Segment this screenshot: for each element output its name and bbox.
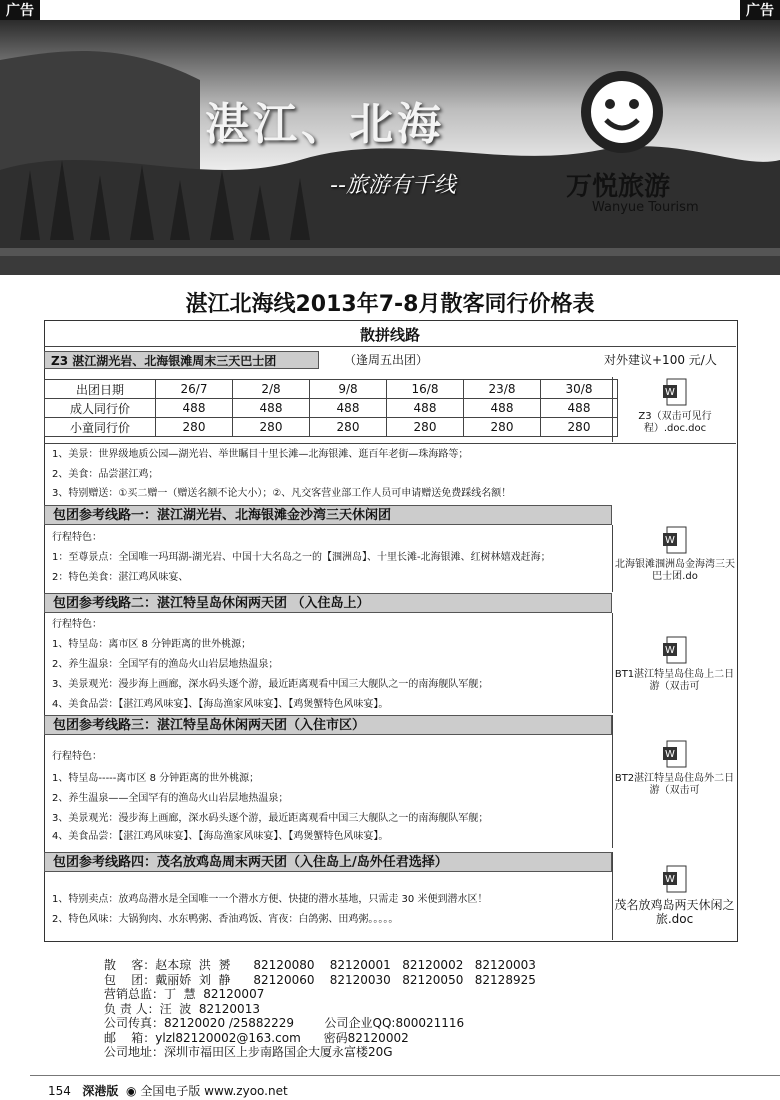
- z3-note: 1、美景：世界级地质公园—湖光岩、举世瞩目十里长滩—北海银滩、逛百年老街—珠海路等；: [52, 449, 469, 460]
- table-cell: 488: [387, 399, 464, 418]
- svg-text:W: W: [665, 387, 675, 398]
- contact-line: 营销总监：丁 慧 82120007: [104, 987, 265, 1001]
- route-2-line: 3、美景观光：漫步海上画廊，深水码头逐个游，最近距离观看中国三大舰队之一的南海舰队军舰；: [52, 679, 489, 690]
- contact-line: 散 客：赵本琼 洪 赟 82120080 82120001 82120002 82120003: [104, 958, 536, 972]
- banner-photo: [0, 20, 780, 275]
- table-cell: 488: [233, 399, 310, 418]
- word-doc-icon: [662, 864, 688, 894]
- table-cell: 488: [541, 399, 618, 418]
- footer: [48, 1082, 288, 1099]
- route-3-line: 4、美食品尝：【湛江鸡风味宴】、【海岛渔家风味宴】、【鸡煲蟹特色风味宴】。: [52, 831, 389, 842]
- route-2-title: 包团参考线路二：湛江特呈岛休闲两天团 （入住岛上）: [44, 593, 612, 613]
- contact-line: 负 责 人：汪 波 82120013: [104, 1001, 260, 1016]
- table-cell: 280: [464, 418, 541, 437]
- table-cell: 280: [387, 418, 464, 437]
- word-doc-icon: [662, 635, 688, 665]
- table-cell: 280: [310, 418, 387, 437]
- z3-suggested-price: 对外建议+100 元/人: [604, 353, 717, 367]
- table-cell: 26/7: [156, 380, 233, 399]
- table-cell: 23/8: [464, 380, 541, 399]
- route-1-line: 2：特色美食：湛江鸡风味宴、: [52, 572, 189, 583]
- email-line: 邮 箱：ylzl82120002@163.com 密码82120002: [104, 1030, 409, 1045]
- table-cell: 488: [464, 399, 541, 418]
- table-cell: 280: [233, 418, 310, 437]
- route-2-line: 1、特呈岛：离市区 8 分钟距离的世外桃源；: [52, 639, 252, 650]
- route-3-doc-label: BT2湛江特呈岛住岛外二日游（双击可: [614, 773, 735, 796]
- table-cell: 488: [310, 399, 387, 418]
- table-cell: 30/8: [541, 380, 618, 399]
- contact-line: 公司传真：82120020 /25882229 公司企业QQ:800021116: [104, 1016, 465, 1030]
- route-1-line: 1：至尊景点：全国唯一玛珥湖-湖光岩、中国十大名岛之一的【涠洲岛】、十里长滩-北海银滩、红树林嬉戏赶海；: [52, 552, 551, 563]
- svg-text:W: W: [664, 874, 675, 885]
- route-4-line: 2、特色风味：大锅狗肉、水东鸭粥、香油鸡饭、宵夜：白鸽粥、田鸡粥。。。。。: [52, 914, 399, 925]
- ad-label-left: 广告: [0, 0, 40, 22]
- route-2-line: 2、养生温泉：全国罕有的渔岛火山岩层地热温泉；: [52, 659, 279, 670]
- route-4-line: 1、特别卖点：放鸡岛潜水是全国唯一一个潜水方便、快捷的潜水基地，只需走 30 米便到潜水区！: [52, 894, 488, 905]
- table-cell: 成人同行价: [45, 399, 156, 418]
- route-3-title: 包团参考线路三：湛江特呈岛休闲两天团（入住市区）: [44, 715, 612, 735]
- svg-text:W: W: [665, 535, 675, 546]
- route-1-doc-label: 北海银滩涠洲岛金海湾三天巴士团.do: [615, 559, 735, 582]
- route-4-title: 包团参考线路四：茂名放鸡岛周末两天团（入住岛上/岛外任君选择）: [44, 852, 612, 872]
- logo-english-name: Wanyue Tourism: [592, 200, 699, 215]
- word-doc-icon: [662, 739, 688, 769]
- ad-label-right: 广告: [740, 0, 780, 22]
- route-3-line: 1、特呈岛-----离市区 8 分钟距离的世外桃源；: [52, 773, 260, 784]
- route-3-line: 行程特色：: [52, 751, 102, 762]
- table-cell: 出团日期: [45, 380, 156, 399]
- route-4-doc-label: 茂名放鸡岛两天休闲之旅.doc: [614, 898, 735, 926]
- route-2-line: 4、美食品尝：【湛江鸡风味宴】、【海岛渔家风味宴】、【鸡煲蟹特色风味宴】。: [52, 699, 389, 710]
- table-cell: 小童同行价: [45, 418, 156, 437]
- table-cell: 488: [156, 399, 233, 418]
- route-1-title: 包团参考线路一：湛江湖光岩、北海银滩金沙湾三天休闲团: [44, 505, 612, 525]
- z3-doc-label: Z3（双击可见行程）.doc.doc: [638, 411, 712, 434]
- footer-divider: [30, 1075, 780, 1076]
- z3-route-row: [44, 346, 736, 374]
- z3-schedule: （逢周五出团）: [344, 353, 429, 367]
- globe-icon: ◉: [126, 1084, 137, 1098]
- logo-chinese-name: 万悦旅游: [566, 172, 671, 202]
- word-doc-icon: [662, 525, 688, 555]
- price-table: [44, 379, 618, 437]
- table-cell: 2/8: [233, 380, 310, 399]
- table-cell: 9/8: [310, 380, 387, 399]
- banner-title: 湛江、北海: [205, 99, 445, 150]
- route-2-line: 行程特色：: [52, 619, 102, 630]
- table-cell: 16/8: [387, 380, 464, 399]
- svg-text:W: W: [664, 645, 675, 656]
- section-header: 散拼线路: [359, 326, 420, 344]
- z3-doc-attachment[interactable]: [612, 377, 737, 442]
- route-4-doc-attachment[interactable]: [612, 852, 736, 940]
- table-cell: 280: [541, 418, 618, 437]
- contact-line: 包 团：戴丽娇 刘 静 82120060 82120030 82120050 82128925: [104, 972, 536, 987]
- divider: [44, 443, 736, 444]
- svg-text:W: W: [664, 749, 675, 760]
- route-3-line: 3、美景观光：漫步海上画廊，深水码头逐个游，最近距离观看中国三大舰队之一的南海舰队军舰；: [52, 813, 489, 824]
- table-row: [45, 418, 618, 437]
- table-row: [45, 399, 618, 418]
- banner-slogan: --旅游有千线: [330, 173, 456, 198]
- route-2-doc-label: BT1湛江特呈岛住岛上二日游（双击可: [614, 669, 735, 692]
- route-1-line: 行程特色：: [52, 532, 102, 543]
- address-line: 公司地址：深圳市福田区上步南路国企大厦永富楼20G: [104, 1045, 393, 1059]
- page-number: 154: [48, 1084, 71, 1098]
- route-3-line: 2、养生温泉——全国罕有的渔岛火山岩层地热温泉；: [52, 793, 289, 804]
- contact-block: [104, 958, 536, 1060]
- route-2-doc-attachment[interactable]: [612, 613, 736, 713]
- z3-route-name: Z3 湛江湖光岩、北海银滩周末三天巴士团: [44, 351, 319, 369]
- route-3-doc-attachment[interactable]: [612, 715, 736, 848]
- page-title: 湛江北海线2013年7-8月散客同行价格表: [185, 292, 595, 317]
- word-doc-icon: [662, 377, 688, 407]
- website-link[interactable]: 全国电子版 www.zyoo.net: [140, 1084, 288, 1098]
- z3-note: 3、特别赠送：①买二赠一（赠送名额不论大小）；②、凡交客营业部工作人员可申请赠送免费踩线名额！: [52, 488, 512, 499]
- table-header-row: [45, 380, 618, 399]
- z3-note: 2、美食：品尝湛江鸡；: [52, 469, 159, 480]
- route-1-doc-attachment[interactable]: [612, 525, 737, 592]
- edition-label: 深港版: [82, 1084, 119, 1098]
- table-cell: 280: [156, 418, 233, 437]
